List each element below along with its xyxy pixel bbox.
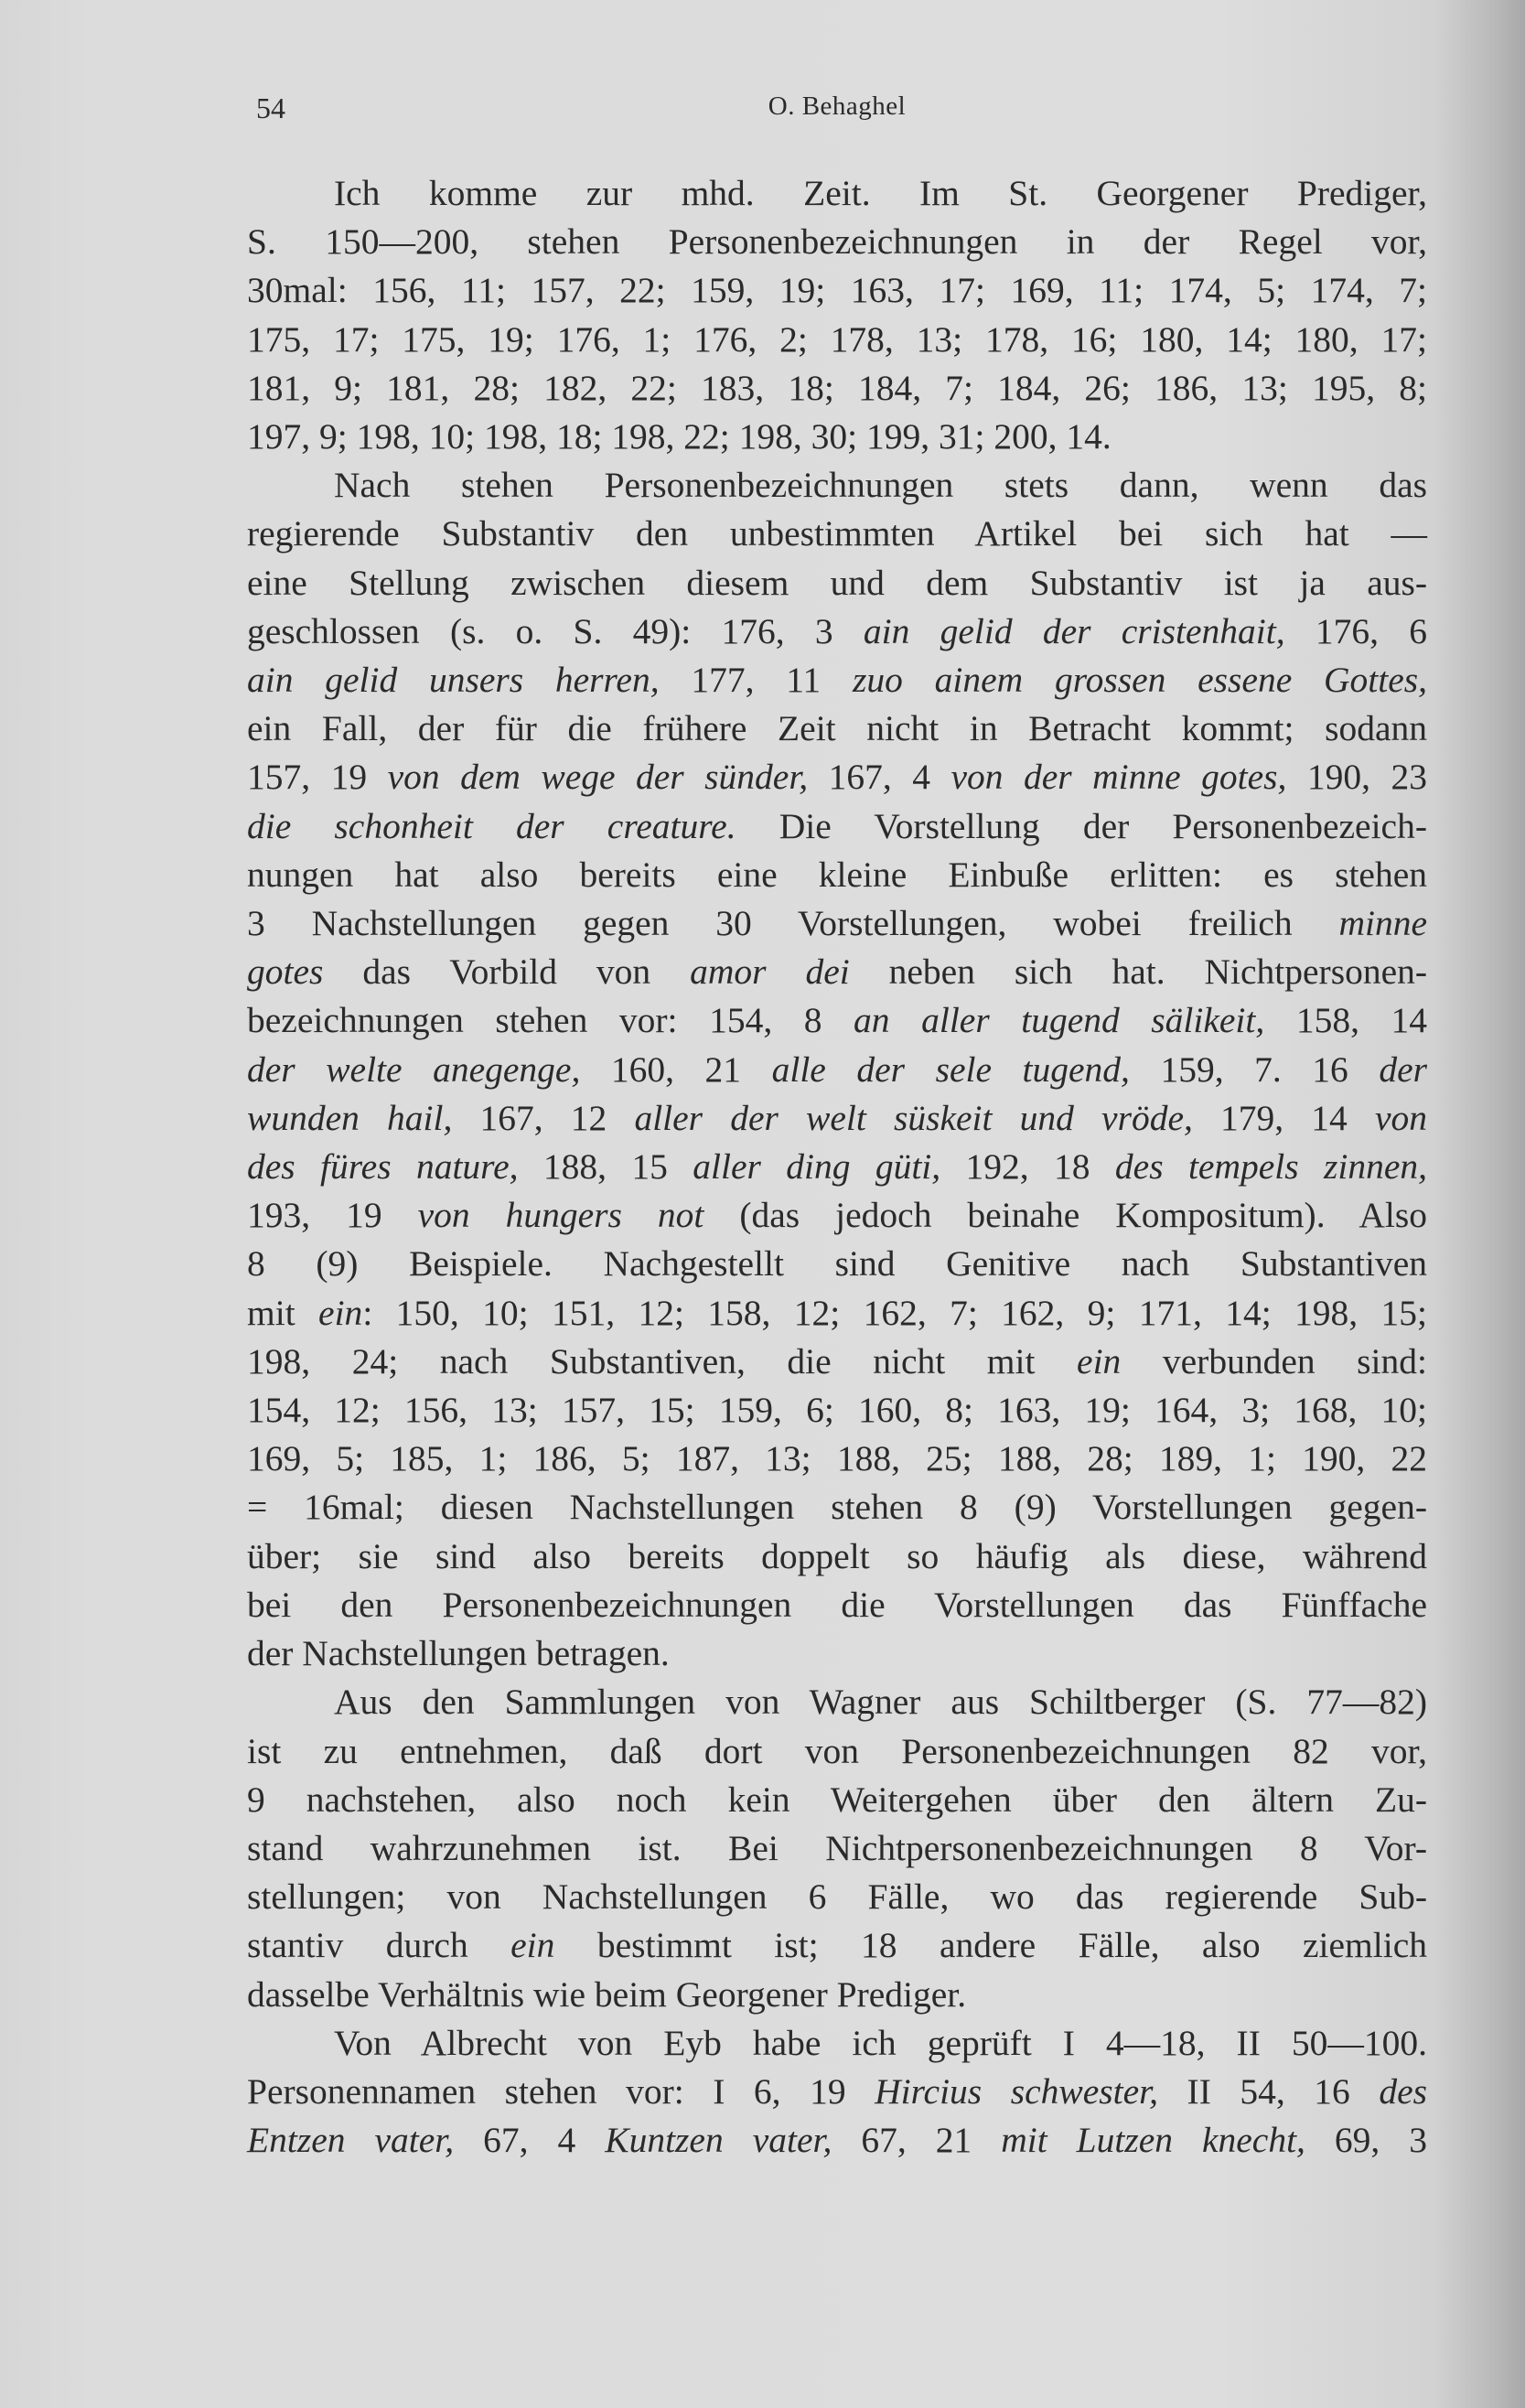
text-run: 157, 19: [247, 757, 388, 798]
text-run: 197, 9; 198, 10; 198, 18; 198, 22; 198, 30; 199, 31; 200, 14.: [247, 416, 1112, 457]
italic-quotation: ain gelid unsers herren,: [247, 660, 660, 701]
italic-quotation: von der minne gotes,: [950, 757, 1287, 798]
text-line: [247, 461, 1427, 510]
text-run: Von Albrecht von Eyb habe ich geprüft I 4—18, II 50—100.: [334, 2022, 1427, 2063]
text-line: [247, 1532, 1427, 1581]
italic-quotation: Hircius schwester,: [875, 2070, 1158, 2112]
italic-quotation: zuo ainem grossen essene Gottes,: [853, 660, 1427, 701]
text-run: ist zu entnehmen, daß dort von Personenbezeichnungen 82 vor,: [247, 1730, 1427, 1771]
text-run: bei den Personenbezeichnungen die Vorstellungen das Fünffache: [247, 1584, 1427, 1625]
text-run: stand wahrzunehmen ist. Bei Nichtpersonenbezeichnungen 8 Vor-: [247, 1827, 1427, 1868]
text-run: 30mal: 156, 11; 157, 22; 159, 19; 163, 17; 169, 11; 174, 5; 174, 7;: [247, 270, 1427, 311]
text-run: Die Vorstellung der Personenbezeich-: [736, 805, 1427, 846]
text-run: bestimmt ist; 18 andere Fälle, also ziemlich: [554, 1925, 1427, 1966]
text-line: [247, 802, 1427, 851]
text-run: stantiv durch: [247, 1925, 511, 1966]
text-run: 175, 17; 175, 19; 176, 1; 176, 2; 178, 13; 178, 16; 180, 14; 180, 17;: [247, 318, 1427, 360]
text-run: 167, 4: [808, 757, 951, 798]
text-line: [247, 1971, 1427, 2019]
italic-quotation: des: [1379, 2070, 1427, 2112]
italic-quotation: aller der welt süskeit und vröde,: [634, 1097, 1193, 1138]
text-line: [247, 413, 1427, 461]
italic-quotation: wunden hail,: [247, 1097, 453, 1138]
text-run: 177, 11: [659, 660, 854, 701]
text-line: [247, 2116, 1427, 2165]
text-run: 8 (9) Beispiele. Nachgestellt sind Genitive nach Substantiven: [247, 1243, 1427, 1285]
text-run: 67, 21: [832, 2120, 1002, 2161]
body-text: [247, 169, 1427, 2165]
text-line: [247, 1435, 1427, 1483]
text-line: [247, 2068, 1427, 2116]
italic-quotation: mit Lutzen knecht,: [1001, 2120, 1305, 2161]
text-line: [247, 1629, 1427, 1678]
text-line: [247, 1191, 1427, 1240]
text-run: über; sie sind also bereits doppelt so häufig als diese, während: [247, 1535, 1427, 1576]
text-run: 67, 4: [454, 2120, 606, 2161]
italic-quotation: von: [1374, 1097, 1428, 1138]
text-line: [247, 753, 1427, 801]
text-line: [247, 1483, 1427, 1532]
text-run: Aus den Sammlungen von Wagner aus Schiltberger (S. 77—82): [334, 1682, 1427, 1723]
italic-quotation: ein: [510, 1925, 555, 1966]
italic-quotation: von hungers not: [417, 1195, 704, 1236]
text-run: = 16mal; diesen Nachstellungen stehen 8 (9) Vorstellungen gegen-: [247, 1487, 1427, 1528]
text-run: 198, 24; nach Substantiven, die nicht mit: [247, 1340, 1078, 1381]
italic-quotation: der welte anegenge,: [247, 1048, 581, 1090]
text-run: 154, 12; 156, 13; 157, 15; 159, 6; 160, 8; 163, 19; 164, 3; 168, 10;: [247, 1390, 1427, 1431]
text-line: [247, 1873, 1427, 1921]
text-run: mit: [247, 1292, 319, 1333]
text-run: eine Stellung zwischen diesem und dem Substantiv ist ja aus-: [247, 562, 1427, 603]
text-run: bezeichnungen stehen vor: 154, 8: [247, 1000, 854, 1041]
text-line: [247, 607, 1427, 656]
text-line: [247, 851, 1427, 899]
text-run: 193, 19: [247, 1195, 418, 1236]
italic-quotation: des füres nature,: [247, 1146, 519, 1188]
running-head-author: O. Behaghel: [768, 91, 907, 121]
italic-quotation: der: [1379, 1048, 1428, 1090]
text-run: 158, 14: [1264, 1000, 1427, 1041]
text-run: (das jedoch beinahe Kompositum). Also: [703, 1195, 1427, 1236]
italic-quotation: des tempels zinnen,: [1114, 1146, 1427, 1188]
italic-quotation: von dem wege der sünder,: [387, 757, 809, 798]
text-line: [247, 1386, 1427, 1435]
text-line: [247, 948, 1427, 996]
italic-quotation: ein: [1077, 1340, 1122, 1381]
text-run: ein Fall, der für die frühere Zeit nicht in Betracht kommt; sodann: [247, 708, 1427, 749]
text-run: 9 nachstehen, also noch kein Weitergehen über den ältern Zu-: [247, 1779, 1427, 1820]
text-run: 160, 21: [580, 1048, 772, 1090]
text-run: 69, 3: [1305, 2120, 1428, 2161]
text-run: II 54, 16: [1158, 2070, 1380, 2112]
text-line: [247, 1678, 1427, 1726]
italic-quotation: aller ding güti,: [693, 1146, 941, 1188]
page-number: 54: [256, 91, 285, 124]
text-run: 181, 9; 181, 28; 182, 22; 183, 18; 184, 7; 184, 26; 186, 13; 195, 8;: [247, 367, 1427, 408]
italic-quotation: minne: [1338, 903, 1427, 944]
text-run: 169, 5; 185, 1; 186, 5; 187, 13; 188, 25; 188, 28; 189, 1; 190, 22: [247, 1438, 1427, 1479]
text-line: [247, 1727, 1427, 1776]
text-line: [247, 2019, 1427, 2068]
text-run: 192, 18: [940, 1146, 1115, 1188]
text-run: verbunden sind:: [1121, 1340, 1427, 1381]
text-line: [247, 364, 1427, 413]
text-line: [247, 1046, 1427, 1094]
italic-quotation: an aller tugend sälikeit,: [854, 1000, 1265, 1041]
text-line: [247, 1094, 1427, 1143]
text-run: regierende Substantiv den unbestimmten Artikel bei sich hat —: [247, 513, 1427, 554]
text-run: 188, 15: [518, 1146, 693, 1188]
text-run: nungen hat also bereits eine kleine Einbuße erlitten: es stehen: [247, 854, 1427, 895]
text-run: Personennamen stehen vor: I 6, 19: [247, 2070, 875, 2112]
text-run: das Vorbild von: [323, 951, 691, 993]
text-line: [247, 1776, 1427, 1824]
text-run: Nach stehen Personenbezeichnungen stets dann, wenn das: [334, 465, 1427, 506]
text-line: [247, 510, 1427, 558]
italic-quotation: alle der sele tugend,: [771, 1048, 1130, 1090]
text-line: [247, 1824, 1427, 1873]
text-line: [247, 266, 1427, 315]
italic-quotation: gotes: [247, 951, 324, 993]
text-run: 159, 7. 16: [1129, 1048, 1380, 1090]
italic-quotation: amor dei: [690, 951, 850, 993]
text-line: [247, 1289, 1427, 1338]
text-run: 3 Nachstellungen gegen 30 Vorstellungen, wobei freilich: [247, 903, 1339, 944]
text-line: [247, 218, 1427, 266]
text-line: [247, 899, 1427, 948]
text-line: [247, 996, 1427, 1045]
text-line: [247, 169, 1427, 218]
italic-quotation: die schonheit der creature.: [247, 805, 736, 846]
text-run: dasselbe Verhältnis wie beim Georgener Prediger.: [247, 1973, 967, 2015]
italic-quotation: Entzen vater,: [247, 2120, 455, 2161]
text-line: [247, 1338, 1427, 1386]
text-line: [247, 656, 1427, 704]
italic-quotation: ain gelid der cristenhait,: [863, 610, 1285, 651]
italic-quotation: Kuntzen vater,: [605, 2120, 832, 2161]
text-line: [247, 559, 1427, 607]
text-run: neben sich hat. Nichtpersonen-: [849, 951, 1428, 993]
text-run: der Nachstellungen betragen.: [247, 1633, 670, 1674]
italic-quotation: ein: [318, 1292, 363, 1333]
text-line: [247, 1921, 1427, 1970]
running-head: [247, 91, 1427, 137]
text-line: [247, 704, 1427, 753]
text-run: geschlossen (s. o. S. 49): 176, 3: [247, 610, 864, 651]
text-line: [247, 316, 1427, 364]
text-run: 167, 12: [452, 1097, 635, 1138]
text-line: [247, 1581, 1427, 1629]
text-run: : 150, 10; 151, 12; 158, 12; 162, 7; 162, 9; 171, 14; 198, 15;: [362, 1292, 1427, 1333]
text-run: stellungen; von Nachstellungen 6 Fälle, wo das regierende Sub-: [247, 1876, 1427, 1918]
text-run: 179, 14: [1192, 1097, 1375, 1138]
text-run: S. 150—200, stehen Personenbezeichnungen in der Regel vor,: [247, 221, 1427, 263]
text-run: 190, 23: [1286, 757, 1428, 798]
text-run: 176, 6: [1284, 610, 1427, 651]
text-run: Ich komme zur mhd. Zeit. Im St. Georgener Prediger,: [334, 173, 1427, 213]
text-line: [247, 1143, 1427, 1191]
text-line: [247, 1240, 1427, 1288]
